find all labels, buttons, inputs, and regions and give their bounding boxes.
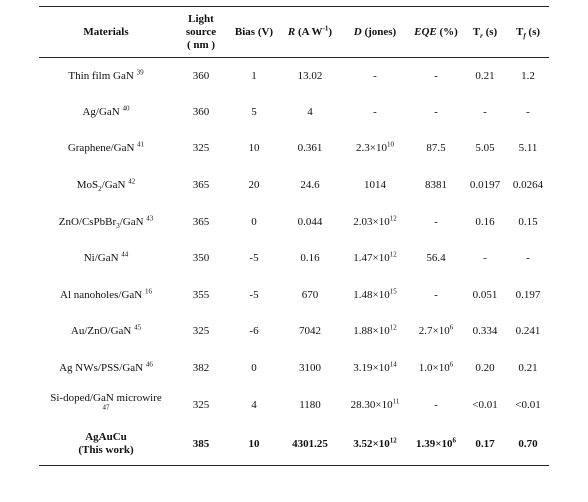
tr-cell: <0.01 xyxy=(472,398,498,411)
tr-cell: 0.051 xyxy=(472,288,498,301)
light-cell: 360 xyxy=(192,69,210,82)
tr-cell: 0.16 xyxy=(475,215,495,228)
ref-sup: 44 xyxy=(121,250,129,259)
tr-unit: (s) xyxy=(482,25,498,38)
table-row xyxy=(39,58,549,95)
d-unit: (jones) xyxy=(361,25,397,38)
eqe-cell: 8381 xyxy=(425,179,447,192)
r-cell: 1180 xyxy=(299,398,321,411)
r-cell: 0.361 xyxy=(297,142,323,155)
d-cell: $1.88\times 10^{12}$ xyxy=(353,323,397,338)
material-cell: Au/ZnO/GaN $^{45}$ xyxy=(70,323,142,338)
table-row xyxy=(39,314,549,351)
table-row xyxy=(39,387,549,424)
d-cell: $1.48\times 10^{15}$ xyxy=(353,287,397,301)
bias-cell: 4 xyxy=(251,398,257,411)
tf-cell: 5.11 xyxy=(518,142,538,155)
eqe-cell: $1.39\times 10^6$ xyxy=(409,423,463,465)
tf-cell: 0.21 xyxy=(518,362,538,375)
r-cell: 670 xyxy=(301,288,319,301)
light-cell: 382 xyxy=(192,362,210,375)
ref-sup: 41 xyxy=(137,140,145,149)
tr-sub: r xyxy=(480,31,483,40)
eqe-symbol: EQE xyxy=(414,25,437,38)
r-exp: -1 xyxy=(322,23,329,32)
r-cell: 7042 xyxy=(299,325,321,338)
material-cell: Al nanoholes/GaN $^{16}$ xyxy=(60,287,152,301)
ref-sup: 43 xyxy=(146,214,154,223)
d-cell: $2.3\times 10^{10}$ xyxy=(356,140,394,155)
material-cell: AgAuCu (This work) xyxy=(39,423,173,465)
r-cell: 4 xyxy=(307,105,313,118)
eqe-cell: - xyxy=(434,105,438,118)
ref-sup: 46 xyxy=(145,360,153,369)
light-cell: 325 xyxy=(192,142,210,155)
d-cell: $3.52\times 10^{12}$ xyxy=(341,423,409,465)
d-cell: $1.47\times 10^{12}$ xyxy=(353,250,397,265)
d-cell: $3.19\times 10^{14}$ xyxy=(353,360,397,375)
light-cell: 365 xyxy=(192,215,210,228)
bias-cell: 10 xyxy=(248,142,260,155)
r-cell: 0.044 xyxy=(297,215,323,228)
table-row xyxy=(39,167,549,204)
table-row xyxy=(39,204,549,241)
tf-cell: 0.15 xyxy=(518,215,538,228)
r-cell: 24.6 xyxy=(300,179,320,192)
light-cell: 325 xyxy=(192,325,210,338)
r-unit: (A W xyxy=(295,25,323,38)
r-close: ) xyxy=(328,25,333,38)
tf-cell: 0.241 xyxy=(515,325,541,338)
d-symbol: D xyxy=(353,25,362,38)
d-cell: - xyxy=(373,105,377,118)
comparison-table xyxy=(39,6,549,466)
ref-sup: 42 xyxy=(128,177,136,186)
r-cell: 4301.25 xyxy=(279,423,341,465)
eqe-cell: - xyxy=(434,288,438,301)
eqe-cell: - xyxy=(434,215,438,228)
tf-cell: 0.70 xyxy=(507,423,549,465)
tr-cell: 0.21 xyxy=(475,69,495,82)
light-cell: 365 xyxy=(192,179,210,192)
material-cell: ZnO/CsPbBr$_3$/GaN $^{43}$ xyxy=(58,214,154,230)
tf-cell: - xyxy=(526,252,530,265)
eqe-cell: - xyxy=(434,398,438,411)
material-cell: MoS$_2$/GaN $^{42}$ xyxy=(76,177,136,194)
material-cell: Ag NWs/PSS/GaN $^{46}$ xyxy=(59,360,153,375)
header-fall-time xyxy=(507,7,549,58)
tf-sub: f xyxy=(523,31,526,40)
d-cell: 1014 xyxy=(364,179,386,192)
tr-cell: 0.17 xyxy=(463,423,507,465)
table-row xyxy=(39,94,549,131)
bias-cell: 5 xyxy=(251,105,257,118)
bias-cell: 0 xyxy=(251,215,257,228)
tf-cell: 1.2 xyxy=(521,69,535,82)
r-cell: 3100 xyxy=(299,362,321,375)
tr-cell: 5.05 xyxy=(475,142,495,155)
table-row xyxy=(39,350,549,387)
r-cell: 0.16 xyxy=(300,252,320,265)
bias-cell: 10 xyxy=(229,423,279,465)
tr-symbol: T xyxy=(472,25,481,38)
header-responsivity xyxy=(279,7,341,58)
light-cell: 360 xyxy=(192,105,210,118)
bias-cell: -5 xyxy=(249,288,259,301)
table-row xyxy=(39,131,549,168)
r-symbol: R xyxy=(287,25,296,38)
bias-cell: -6 xyxy=(249,325,259,338)
material-cell: Ni/GaN $^{44}$ xyxy=(83,250,129,265)
ref-sup: 47 xyxy=(102,403,110,412)
header-eqe xyxy=(409,7,463,58)
tr-cell: - xyxy=(483,105,487,118)
bias-cell: -5 xyxy=(249,252,259,265)
d-cell: $28.30\times 10^{11}$ xyxy=(350,396,400,411)
header-bias: Bias (V) xyxy=(229,7,279,58)
tr-cell: - xyxy=(483,252,487,265)
light-cell: 350 xyxy=(192,252,210,265)
bias-cell: 1 xyxy=(251,69,257,82)
tf-cell: 0.197 xyxy=(515,288,541,301)
header-detectivity xyxy=(341,7,409,58)
d-cell: $2.03\times 10^{12}$ xyxy=(353,214,397,228)
light-cell: 385 xyxy=(173,423,229,465)
eqe-unit: (%) xyxy=(436,25,458,38)
header-rise-time xyxy=(463,7,507,58)
tf-cell: <0.01 xyxy=(515,398,541,411)
material-cell: Thin film GaN $^{39}$ xyxy=(68,67,144,82)
eqe-cell: - xyxy=(434,69,438,82)
table-row-this-work xyxy=(39,423,549,465)
light-cell: 325 xyxy=(192,398,210,411)
tf-cell: - xyxy=(526,105,530,118)
bias-cell: 0 xyxy=(251,362,257,375)
header-light-source: Light source ( nm ) xyxy=(173,7,229,58)
tf-unit: (s) xyxy=(525,25,541,38)
material-cell: Ag/GaN $^{40}$ xyxy=(82,104,130,118)
eqe-cell: 87.5 xyxy=(426,142,446,155)
material-cell: Graphene/GaN $^{41}$ xyxy=(67,140,145,155)
r-cell: 13.02 xyxy=(297,69,323,82)
header-row xyxy=(39,7,549,58)
header-materials: Materials xyxy=(39,7,173,58)
eqe-cell: 56.4 xyxy=(426,252,446,265)
ref-sup: 16 xyxy=(144,287,152,296)
eqe-cell: $2.7\times 10^6$ xyxy=(418,323,454,338)
eqe-cell: $1.0\times 10^6$ xyxy=(418,360,454,375)
light-cell: 355 xyxy=(192,288,210,301)
tr-cell: 0.334 xyxy=(472,325,498,338)
material-cell: Si-doped/GaN microwire $^{47}$ xyxy=(50,392,162,412)
d-cell: - xyxy=(373,69,377,82)
ref-sup: 39 xyxy=(136,67,144,76)
tr-cell: 0.20 xyxy=(475,362,495,375)
ref-sup: 45 xyxy=(134,323,142,332)
bias-cell: 20 xyxy=(248,179,260,192)
tr-cell: 0.0197 xyxy=(469,179,501,192)
table-row xyxy=(39,240,549,277)
tf-cell: 0.0264 xyxy=(512,179,544,192)
ref-sup: 40 xyxy=(122,104,130,113)
table-row xyxy=(39,277,549,314)
tf-symbol: T xyxy=(515,25,524,38)
